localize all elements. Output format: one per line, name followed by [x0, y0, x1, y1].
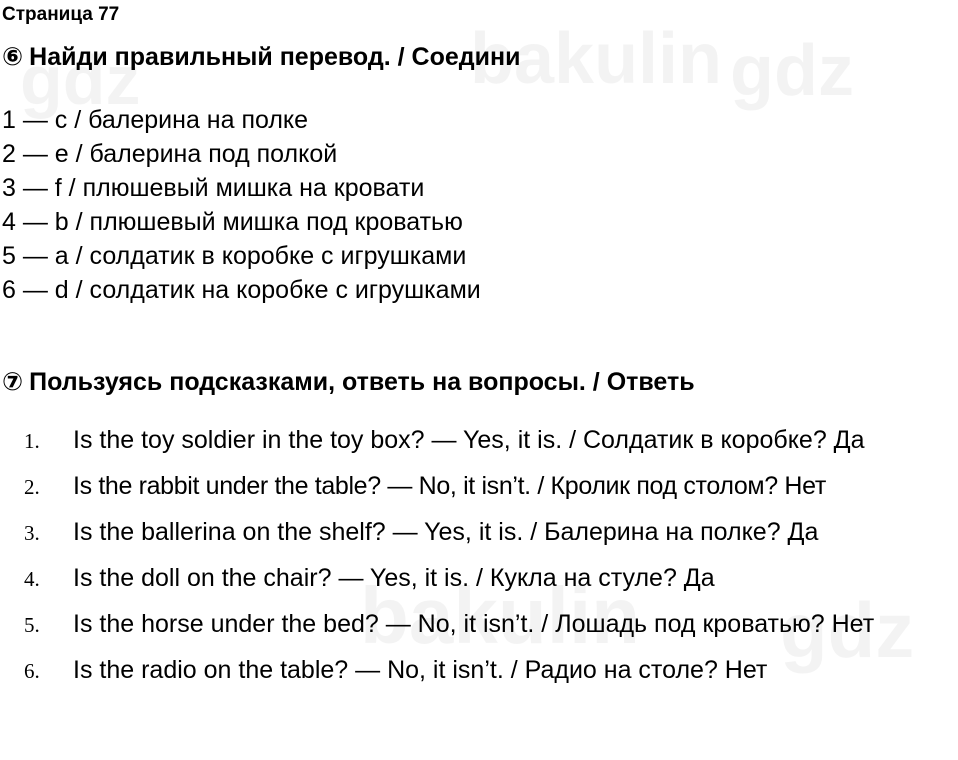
list-item-index: 4. — [24, 567, 40, 591]
list-item-text: Is the rabbit under the table? — No, it isn’t. / Кролик под столом? Нет — [73, 472, 826, 500]
list-item-text: Is the ballerina on the shelf? — Yes, it is. / Балерина на полке? Да — [73, 518, 819, 546]
exercise-7-title: Пользуясь подсказками, ответь на вопросы. / Ответь — [29, 368, 695, 396]
list-item: 6 — d / солдатик на коробке с игрушками — [2, 276, 481, 304]
exercise-7-heading — [2, 367, 695, 397]
list-item: 4 — b / плюшевый мишка под кроватью — [2, 208, 463, 236]
list-item-text: Is the radio on the table? — No, it isn’t. / Радио на столе? Нет — [73, 656, 768, 684]
list-item: 3 — f / плюшевый мишка на кровати — [2, 174, 425, 202]
list-item — [0, 516, 958, 548]
list-item-text: Is the doll on the chair? — Yes, it is. / Кукла на стуле? Да — [73, 564, 715, 592]
list-item: 1 — c / балерина на полке — [2, 106, 309, 134]
list-item — [0, 424, 958, 456]
list-item-index: 6. — [24, 659, 40, 683]
list-item-index: 5. — [24, 613, 40, 637]
list-item: 2 — e / балерина под полкой — [2, 140, 338, 168]
exercise-6-title: Найди правильный перевод. / Соедини — [29, 43, 521, 71]
list-item-index: 3. — [24, 521, 40, 545]
list-item — [0, 654, 958, 686]
list-item — [0, 562, 958, 594]
list-item-text: Is the toy soldier in the toy box? — Yes, it is. / Солдатик в коробке? Да — [73, 426, 865, 454]
exercise-6-heading — [2, 42, 520, 72]
exercise-7-number: ⑦ — [2, 368, 24, 396]
list-item — [0, 608, 958, 640]
list-item — [0, 470, 958, 502]
list-item: 5 — a / солдатик в коробке с игрушками — [2, 242, 467, 270]
exercise-6-number: ⑥ — [2, 43, 24, 71]
watermark-gdz-top-right — [730, 30, 854, 112]
page-number-label: Страница 77 — [2, 4, 120, 25]
exercise-7-answer-list — [0, 424, 958, 700]
exercise-6-answer-list — [2, 103, 481, 307]
list-item-text: Is the horse under the bed? — No, it isn’t. / Лошадь под кроватью? Нет — [73, 610, 875, 638]
list-item-index: 2. — [24, 475, 40, 499]
list-item-index: 1. — [24, 429, 40, 453]
